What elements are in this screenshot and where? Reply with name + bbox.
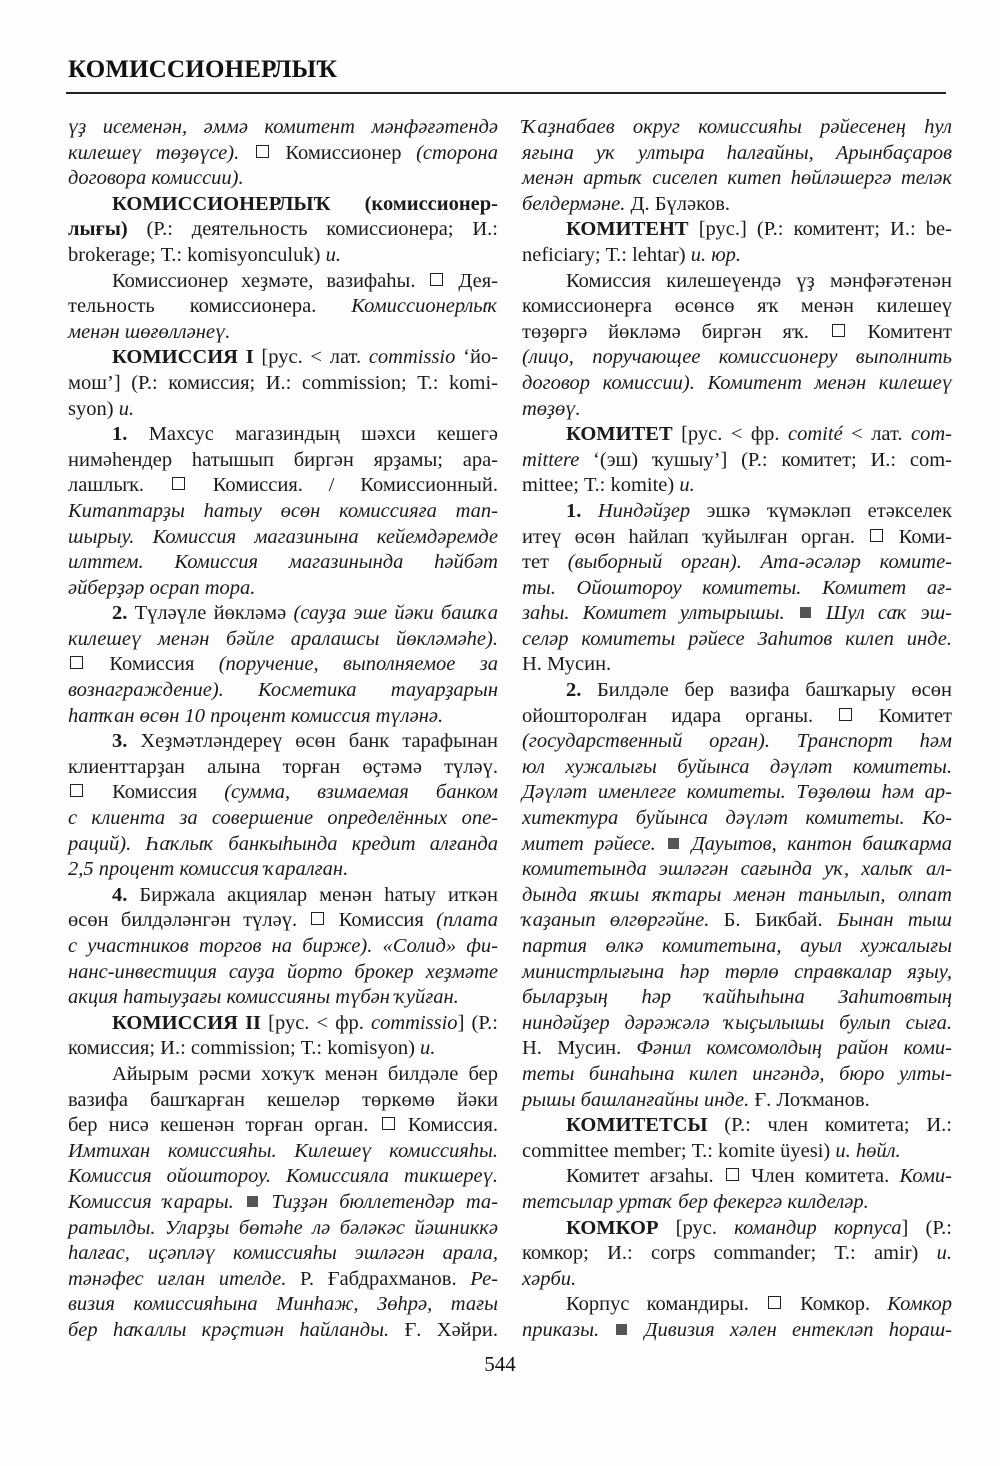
italic-text: mittere xyxy=(522,448,580,471)
italic-text: с клиента за совершение определённых опе- xyxy=(68,807,498,830)
headword: 1. xyxy=(112,423,128,446)
text-line xyxy=(522,320,952,346)
headword: 3. xyxy=(112,730,128,753)
text: ] (Р.: xyxy=(901,1216,952,1239)
text-line xyxy=(68,908,498,934)
text-line xyxy=(68,115,498,141)
text-line xyxy=(522,525,952,551)
italic-text: белдермәне. xyxy=(522,192,626,215)
italic-text: митет рәйесе. xyxy=(522,832,667,855)
text-line xyxy=(68,397,498,423)
headword: 4. xyxy=(112,883,128,906)
italic-text: и. xyxy=(420,1037,436,1060)
text-line xyxy=(522,729,952,755)
italic-text: командир корпуса xyxy=(734,1216,902,1239)
text-line xyxy=(68,192,498,218)
headword: лығы) xyxy=(68,218,128,241)
text: Комиссионер хеҙмәте, вазифаһы. xyxy=(112,269,429,292)
text: клиенттарҙан алына торған өҫтәмә түләү. xyxy=(68,755,498,778)
italic-text: Комиссионерлыҡ xyxy=(351,295,498,318)
text: лашлыҡ. xyxy=(68,474,170,497)
text-line xyxy=(68,1062,498,1088)
text-line xyxy=(68,704,498,730)
italic-text: (лицо, поручающее комиссионеру выполнить xyxy=(522,346,952,369)
text-line xyxy=(68,141,498,167)
text: neficiary; Т.: lehtar) xyxy=(522,243,691,266)
header-rule xyxy=(66,92,946,94)
text-line xyxy=(522,1088,952,1114)
text: тельность комиссионера. xyxy=(68,295,352,318)
text-line xyxy=(522,1139,952,1165)
text: ‘(эш) ҡушыу’] (Р.: комитет; И.: com- xyxy=(579,448,952,471)
text-line xyxy=(522,985,952,1011)
text: syon) xyxy=(68,397,119,420)
italic-text: с участников торгов на бирже). «Солид» фи- xyxy=(68,935,498,957)
text-line xyxy=(68,832,498,858)
text-line xyxy=(68,499,498,525)
text-line xyxy=(522,473,952,499)
text-line xyxy=(68,525,498,551)
text: Дея- xyxy=(445,269,498,292)
text-line xyxy=(68,1164,498,1190)
italic-text: Бынан тыш xyxy=(836,909,952,932)
text-line xyxy=(68,243,498,269)
text-line xyxy=(68,550,498,576)
text: Комиссия xyxy=(85,781,225,804)
italic-text: һатҡан өсөн 10 процент комиссия түләнә. xyxy=(68,704,444,727)
text: Комиссия. / Комиссионный. xyxy=(186,474,498,497)
text-line xyxy=(68,985,498,1011)
italic-text: акция һатыуҙағы комиссияны түбән ҡуйған. xyxy=(68,986,459,1009)
headword: 2. xyxy=(112,602,128,625)
italic-text: теты бинаһына килеп ингәндә, бюро улты- xyxy=(522,1062,952,1085)
italic-text: ты. Ойоштороу комитеты. Комитет ағ- xyxy=(522,576,952,599)
text-line xyxy=(68,422,498,448)
text: Комитент xyxy=(846,320,952,343)
italic-text: (поручение, выполняемое за xyxy=(218,653,498,676)
text: эшкә ҡүмәкләп етәкселек xyxy=(690,499,952,522)
text: Ғ. Хәйри. xyxy=(389,1318,498,1341)
italic-text: тәнәфес иғлан ителде. xyxy=(68,1267,287,1290)
italic-text: договора комиссии). xyxy=(68,167,244,190)
italic-text: хәрби. xyxy=(522,1267,577,1290)
italic-text: тетсылар уртаҡ бер фекергә килделәр. xyxy=(522,1190,869,1213)
text: Комитет xyxy=(854,704,952,727)
text-line xyxy=(522,960,952,986)
text-line xyxy=(522,934,952,960)
text-line xyxy=(522,857,952,883)
text-line xyxy=(522,1216,952,1242)
text-line xyxy=(522,908,952,934)
russian-equivalent-marker-icon xyxy=(430,273,443,286)
italic-text: и. xyxy=(118,397,135,420)
literary-example-marker-icon xyxy=(247,1196,258,1207)
text-line xyxy=(522,1164,952,1190)
text-line xyxy=(522,780,952,806)
text: Коми- xyxy=(885,525,952,548)
text: Комиссия xyxy=(85,653,219,676)
text: Член комитета. xyxy=(740,1165,900,1188)
italic-text: рышы башланғайны инде. xyxy=(522,1088,750,1111)
text: Хеҙмәтләндереү өсөн банк тарафынан xyxy=(127,730,498,753)
text-line xyxy=(522,1113,952,1139)
text-line xyxy=(68,217,498,243)
russian-equivalent-marker-icon xyxy=(311,912,324,925)
headword: 1. xyxy=(566,499,582,522)
italic-text: визия комиссияһына Минһаж, Зөһрә, тағы xyxy=(68,1293,498,1316)
italic-text: Коми- xyxy=(899,1165,952,1188)
text-line xyxy=(522,1036,952,1062)
text-line xyxy=(522,115,952,141)
text-line xyxy=(522,499,952,525)
text: ойошторолған идара органы. xyxy=(522,704,838,727)
italic-text: (сумма, взимаемая банком xyxy=(224,781,498,804)
italic-text: Имтихан комиссияһы. Килешеү комиссияһы. xyxy=(68,1139,498,1162)
text: ‘йо- xyxy=(455,346,498,369)
text-line xyxy=(522,601,952,627)
text-line xyxy=(68,1088,498,1114)
italic-text: Комкор xyxy=(887,1293,952,1316)
text: ] (Р.: xyxy=(457,1011,498,1034)
russian-equivalent-marker-icon xyxy=(870,529,883,542)
page-number: 544 xyxy=(484,1352,516,1376)
text-line xyxy=(68,294,498,320)
headword: КОМКОР xyxy=(566,1216,659,1239)
text-line xyxy=(68,934,498,960)
text: Комиссия xyxy=(326,909,437,932)
text-line xyxy=(522,345,952,371)
text: [рус. xyxy=(658,1216,735,1239)
russian-equivalent-marker-icon xyxy=(768,1296,781,1309)
italic-text: Тиҙҙән бюллетендәр та- xyxy=(260,1190,498,1213)
text-line xyxy=(68,166,498,192)
literary-example-marker-icon xyxy=(800,607,811,618)
running-head: КОМИССИОНЕРЛЫҠ xyxy=(68,56,338,83)
text: Н. Мусин. xyxy=(522,653,612,676)
text: [рус. < фр. xyxy=(261,1011,371,1034)
text-line xyxy=(68,806,498,832)
text-line xyxy=(522,1241,952,1267)
text: Комиссия килешеүендә үҙ мәнфәғәтенән xyxy=(566,269,952,292)
text-line xyxy=(522,832,952,858)
italic-text: и. юр. xyxy=(690,243,742,266)
text-line xyxy=(522,1318,952,1344)
italic-text: комитетында эшләгән сағында уҡ, халыҡ ал- xyxy=(522,858,952,881)
italic-text: Китаптарҙы һатыу өсөн комиссияға тап- xyxy=(68,499,498,522)
text: төҙөргә йөкләмә биргән яҡ. xyxy=(522,320,830,343)
italic-text: килешеү менән бәйле аралашсы йөкләмәһе). xyxy=(68,627,498,650)
headword: КОМИССИЯ I xyxy=(112,346,254,369)
italic-text: партия өлкә комитетына, ауыл хужалығы xyxy=(522,935,952,957)
text: Айырым рәсми хоҡуҡ менән билдәле бер xyxy=(112,1062,498,1085)
headword: КОМИТЕТ xyxy=(566,423,673,446)
italic-text: нанс-инвестиция сауҙа йорто брокер хеҙмәте xyxy=(68,960,498,983)
italic-text: үҙ исеменән, әммә комитент мәнфәғәтендә xyxy=(68,116,498,138)
italic-text: и. xyxy=(325,243,341,266)
text-line xyxy=(68,1113,498,1139)
text: Ғ. Лоҡманов. xyxy=(749,1088,870,1111)
italic-text: commissio xyxy=(368,346,456,369)
text-line xyxy=(68,1267,498,1293)
italic-text: Фәнил комсомолдың район коми- xyxy=(636,1037,952,1060)
text-line xyxy=(68,448,498,474)
text-line xyxy=(522,422,952,448)
text-line xyxy=(68,1241,498,1267)
text-line xyxy=(522,1011,952,1037)
text-line xyxy=(522,141,952,167)
italic-text: яғына уҡ ултыра һалғайны, Арынбаҫаров xyxy=(522,141,952,164)
literary-example-marker-icon xyxy=(616,1324,627,1335)
italic-text: менән артыҡ сиселеп китеп һөйләшергә теләк xyxy=(522,167,952,190)
text-line xyxy=(522,243,952,269)
italic-text: Дивизия хәлен ентекләп һораш- xyxy=(629,1318,952,1341)
italic-text: commissio xyxy=(371,1011,458,1034)
italic-text: ратылды. Уларҙы бөтәһе лә бәләкәс йәшниккә xyxy=(68,1216,498,1239)
text-line xyxy=(522,1292,952,1318)
headword: 2. xyxy=(566,679,582,702)
italic-text: comité xyxy=(788,423,843,446)
text-line xyxy=(522,1190,952,1216)
text-line xyxy=(68,371,498,397)
text-line xyxy=(68,1292,498,1318)
italic-text: и. һөйл. xyxy=(835,1139,901,1162)
text-line xyxy=(68,269,498,295)
italic-text: дында яҡшы яҡтары менән танылып, олпат xyxy=(522,883,952,906)
text: Д. Бүләков. xyxy=(625,192,731,215)
text-line xyxy=(522,217,952,243)
text-line xyxy=(522,192,952,218)
text-line xyxy=(68,1216,498,1242)
text: Комиссия. xyxy=(396,1114,499,1137)
text: Б. Бикбай. xyxy=(709,909,837,932)
text: [рус. < фр. xyxy=(672,423,789,446)
text: өсөн билдәләнгән түләү. xyxy=(68,909,310,932)
italic-text: ҡаҙанып өлгөргәйне. xyxy=(522,909,710,932)
text-line xyxy=(522,269,952,295)
italic-text: Комиссия ойоштороу. Комиссияла тикшереү. xyxy=(68,1165,498,1188)
text-line xyxy=(522,652,952,678)
italic-text: договор комиссии). Комитент менән килешеү xyxy=(522,371,952,394)
text-line xyxy=(522,397,952,423)
headword: КОМИССИОНЕРЛЫҠ (комиссионер- xyxy=(112,192,498,215)
text: Н. Мусин. xyxy=(522,1037,637,1060)
text: комиссия; И.: commission; Т.: komisyon) xyxy=(68,1037,421,1060)
text-line xyxy=(68,473,498,499)
russian-equivalent-marker-icon xyxy=(832,324,845,337)
text-line xyxy=(68,652,498,678)
text: [рус. < лат. xyxy=(253,346,369,369)
italic-text: Ниндәйҙер xyxy=(597,499,691,522)
italic-text: Дәүләт именлеге комитеты. Төҙөлөш һәм ар- xyxy=(522,781,952,804)
italic-text: юл хужалығы буйынса дәүләт комитеты. xyxy=(522,755,952,778)
text: Корпус командиры. xyxy=(566,1293,766,1316)
text-line xyxy=(68,755,498,781)
text-line xyxy=(68,780,498,806)
italic-text: Комиссия ҡарары. xyxy=(68,1190,246,1213)
headword: КОМИССИЯ II xyxy=(112,1011,262,1034)
text: нимәһендер һатышып биргән ярҙамы; ара- xyxy=(68,448,498,471)
russian-equivalent-marker-icon xyxy=(839,708,852,721)
text-line xyxy=(68,345,498,371)
italic-text: һалғас, иҫәпләү комиссияһы эшләгән арала, xyxy=(68,1242,498,1265)
text-line xyxy=(68,1011,498,1037)
text: мош’] (Р.: комиссия; И.: commission; Т.: komi- xyxy=(68,371,498,394)
text-line xyxy=(522,806,952,832)
russian-equivalent-marker-icon xyxy=(256,145,269,158)
text-line xyxy=(522,1267,952,1293)
text: бер нисә кешенән торған орган. xyxy=(68,1114,380,1137)
headword: КОМИТЕНТ xyxy=(566,218,689,241)
text-line xyxy=(68,1190,498,1216)
text-line xyxy=(68,1318,498,1344)
text-line xyxy=(522,1062,952,1088)
text: Комитет ағзаһы. xyxy=(566,1165,724,1188)
italic-text: Дауытов, кантон башҡарма xyxy=(681,832,952,855)
italic-text: 2,5 процент комиссия ҡаралған. xyxy=(68,858,349,881)
russian-equivalent-marker-icon xyxy=(70,656,83,669)
italic-text: Ҡаҙнабаев округ комиссияһы рәйесенең һул xyxy=(522,116,952,138)
text-line xyxy=(68,1036,498,1062)
text-line xyxy=(68,678,498,704)
text: mittee; Т.: komite) xyxy=(522,474,680,497)
text: < лат. xyxy=(842,423,912,446)
italic-text: (сауҙа эше йәки башҡа xyxy=(293,602,499,625)
headword: КОМИТЕТСЫ xyxy=(566,1114,708,1137)
text: brokerage; Т.: komisyonculuk) xyxy=(68,243,326,266)
text: тет xyxy=(522,551,568,574)
italic-text: (сторона xyxy=(416,141,498,164)
italic-text: быларҙың һәр ҡайһыһына Заһитовтың xyxy=(522,986,952,1009)
text-line xyxy=(522,166,952,192)
italic-text: вознаграждение). Косметика тауарҙарын xyxy=(68,679,498,702)
text-line xyxy=(522,576,952,602)
italic-text: сeләр комитеты рәйесе Заһитов килеп инде. xyxy=(522,627,952,650)
text: Билдәле бер вазифа башҡарыу өсөн xyxy=(581,679,952,702)
italic-text: Шул саҡ эш- xyxy=(812,602,952,625)
italic-text: төҙөү. xyxy=(522,397,581,420)
text: комкор; И.: corps commander; Т.: amir) xyxy=(522,1242,937,1265)
text-line xyxy=(522,448,952,474)
text: Биржала акциялар менән һатыу иткән xyxy=(127,883,498,906)
text-line xyxy=(68,883,498,909)
italic-text: приказы. xyxy=(522,1318,615,1341)
text-line xyxy=(68,320,498,346)
text: [рус.] (Р.: комитент; И.: be- xyxy=(688,218,952,241)
text: итеү өсөн һайлап ҡуйылған орган. xyxy=(522,525,869,548)
text: вазифа башҡарған кешеләр төркөмө йәки xyxy=(68,1088,498,1111)
italic-text: министрлығына һәр төрлө справкалар яҙыу, xyxy=(522,960,952,983)
text: комиссионерға өсөнсө яҡ менән килешеү xyxy=(522,295,952,318)
russian-equivalent-marker-icon xyxy=(382,1117,395,1130)
italic-text: (государственный орган). Транспорт һәм xyxy=(522,730,952,753)
italic-text: илттем. Комиссия магазинында һәйбәт xyxy=(68,551,498,574)
text: Комиссионер xyxy=(270,141,417,164)
literary-example-marker-icon xyxy=(668,838,679,849)
italic-text: раций). Һаҡлыҡ банкыһында кредит алғанда xyxy=(68,832,498,855)
right-column xyxy=(522,115,952,1344)
text-line xyxy=(68,729,498,755)
text-line xyxy=(68,601,498,627)
italic-text: com- xyxy=(911,423,953,446)
text-line xyxy=(68,576,498,602)
text-line xyxy=(522,678,952,704)
text-line xyxy=(68,960,498,986)
russian-equivalent-marker-icon xyxy=(726,1168,739,1181)
italic-text: (плата xyxy=(436,909,498,932)
text: committee member; Т.: komite üyesi) xyxy=(522,1139,836,1162)
text: (Р.: член комитета; И.: xyxy=(707,1114,952,1137)
italic-text: и. xyxy=(936,1242,952,1265)
italic-text: ниндәйҙер дәрәжәлә ҡыҫылышы булып сыға. xyxy=(522,1011,952,1034)
italic-text: Ре- xyxy=(470,1267,498,1290)
text-line xyxy=(522,627,952,653)
italic-text: шырыу. Комиссия магазинына кейемдәремде xyxy=(68,525,498,548)
text-line xyxy=(522,883,952,909)
text: (Р.: деятельность комиссионера; И.: xyxy=(127,218,498,241)
text: Махсус магазиндың шәхси кешегә xyxy=(127,423,498,446)
text-line xyxy=(522,294,952,320)
text: Р. Ғабдрахманов. xyxy=(286,1267,471,1290)
italic-text: менән шөғөлләнеү. xyxy=(68,320,231,343)
left-column xyxy=(68,115,498,1344)
text xyxy=(581,500,598,522)
russian-equivalent-marker-icon xyxy=(70,784,83,797)
text: Комкор. xyxy=(782,1293,888,1316)
text: Түләүле йөкләмә xyxy=(127,602,294,625)
text-line xyxy=(522,371,952,397)
text-line xyxy=(522,704,952,730)
italic-text: и. xyxy=(679,474,695,497)
text-line xyxy=(522,755,952,781)
text-line xyxy=(68,857,498,883)
italic-text: хитектура буйынса дәүләт комитеты. Ко- xyxy=(522,807,952,830)
italic-text: әйберҙәр осрап тора. xyxy=(68,576,256,599)
text-line xyxy=(68,1139,498,1165)
text-line xyxy=(68,627,498,653)
italic-text: килешеү төҙөүсе). xyxy=(68,141,254,164)
text-line xyxy=(522,550,952,576)
italic-text: бер һаҡаллы крәҫтиән һайланды. xyxy=(68,1318,390,1341)
italic-text: (выборный орган). Ата-әсәләр комите- xyxy=(567,551,952,574)
russian-equivalent-marker-icon xyxy=(172,477,185,490)
italic-text: заһы. Комитет ултырышы. xyxy=(522,602,798,625)
